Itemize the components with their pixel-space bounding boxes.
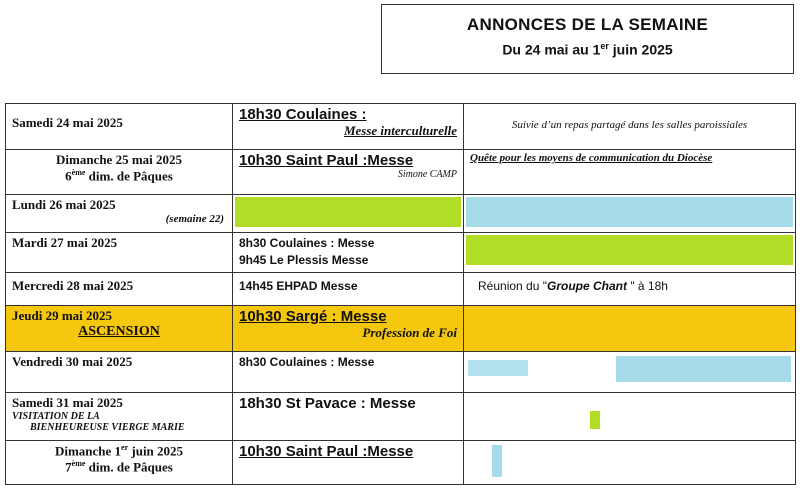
day-cell <box>6 150 233 195</box>
mass-subtitle: Messe interculturelle <box>343 123 457 138</box>
note-cell <box>464 150 796 195</box>
blue-highlight <box>466 356 793 384</box>
row-saturday-24 <box>6 104 796 150</box>
date-range: Du 24 mai au 1er juin 2025 <box>502 41 673 58</box>
mass-cell <box>233 441 464 485</box>
mass-cell <box>233 393 464 441</box>
day-label: Samedi 31 mai 2025 <box>12 395 123 410</box>
day-label: Dimanche 25 mai 2025 <box>55 152 183 167</box>
mass-cell <box>233 104 464 150</box>
mass-title: 18h30 St Pavace : Messe <box>239 395 416 412</box>
announcement-header <box>381 4 794 74</box>
mass-line: 8h30 Coulaines : Messe <box>239 236 375 250</box>
day-label: Mercredi 28 mai 2025 <box>12 278 134 293</box>
day-label: Vendredi 30 mai 2025 <box>12 354 133 369</box>
note-text: Quête pour les moyens de communication du Diocèse <box>470 152 713 164</box>
day-label: Lundi 26 mai 2025 <box>12 197 116 212</box>
note-cell <box>464 104 796 150</box>
green-highlight <box>235 197 461 227</box>
mass-title: 10h30 Sargé : Messe <box>239 308 387 325</box>
note-cell <box>464 441 796 485</box>
day-cell <box>6 104 233 150</box>
mass-cell <box>233 195 464 233</box>
feast-label: ASCENSION <box>78 324 160 339</box>
mass-cell <box>233 233 464 273</box>
liturgical-day: 6ème dim. de Pâques <box>65 168 173 184</box>
day-cell <box>6 273 233 306</box>
day-label: Dimanche 1er juin 2025 <box>54 443 184 459</box>
mass-title: 10h30 Saint Paul :Messe <box>239 443 414 460</box>
row-monday-26 <box>6 195 796 233</box>
page-title: ANNONCES DE LA SEMAINE <box>466 15 709 34</box>
note-text: Réunion du "Groupe Chant " à 18h <box>478 279 668 293</box>
day-cell <box>6 195 233 233</box>
day-cell <box>6 306 233 352</box>
day-cell <box>6 393 233 441</box>
mass-cell <box>233 150 464 195</box>
row-tuesday-27 <box>6 233 796 273</box>
day-cell <box>6 352 233 393</box>
mass-subtitle: Profession de Foi <box>362 325 457 340</box>
mass-cell <box>233 273 464 306</box>
schedule-table <box>5 103 796 485</box>
mass-line: 9h45 Le Plessis Messe <box>239 253 369 267</box>
day-cell <box>6 441 233 485</box>
liturgical-day: 7ème dim. de Pâques <box>65 459 173 475</box>
blue-highlight <box>466 197 793 227</box>
day-cell <box>6 233 233 273</box>
row-saturday-31 <box>6 393 796 441</box>
mass-line: 14h45 EHPAD Messe <box>239 279 358 293</box>
row-wednesday-28 <box>6 273 796 306</box>
note-cell <box>464 352 796 393</box>
green-mark <box>590 411 600 429</box>
day-label: Jeudi 29 mai 2025 <box>12 308 113 323</box>
feast-line: BIENHEUREUSE VIERGE MARIE <box>30 422 185 433</box>
mass-cell <box>233 306 464 352</box>
mass-cell <box>233 352 464 393</box>
mass-title: 10h30 Saint Paul :Messe <box>239 152 414 169</box>
week-number: (semaine 22) <box>165 213 224 225</box>
feast-line: VISITATION DE LA <box>12 411 100 422</box>
note-cell <box>464 195 796 233</box>
day-label: Samedi 24 mai 2025 <box>12 115 123 130</box>
row-thursday-29 <box>6 306 796 352</box>
note-text: Suivie d’un repas partagé dans les salles paroissiales <box>511 119 748 131</box>
blue-mark <box>492 445 502 477</box>
mass-intention: Simone CAMP <box>397 169 457 180</box>
green-highlight <box>466 235 793 265</box>
note-cell <box>464 273 796 306</box>
row-sunday-1 <box>6 441 796 485</box>
note-cell <box>464 393 796 441</box>
row-friday-30 <box>6 352 796 393</box>
note-cell <box>464 233 796 273</box>
note-cell <box>464 306 796 352</box>
row-sunday-25 <box>6 150 796 195</box>
day-label: Mardi 27 mai 2025 <box>12 235 118 250</box>
mass-line: 8h30 Coulaines : Messe <box>239 355 375 369</box>
mass-title: 18h30 Coulaines : <box>239 106 367 123</box>
